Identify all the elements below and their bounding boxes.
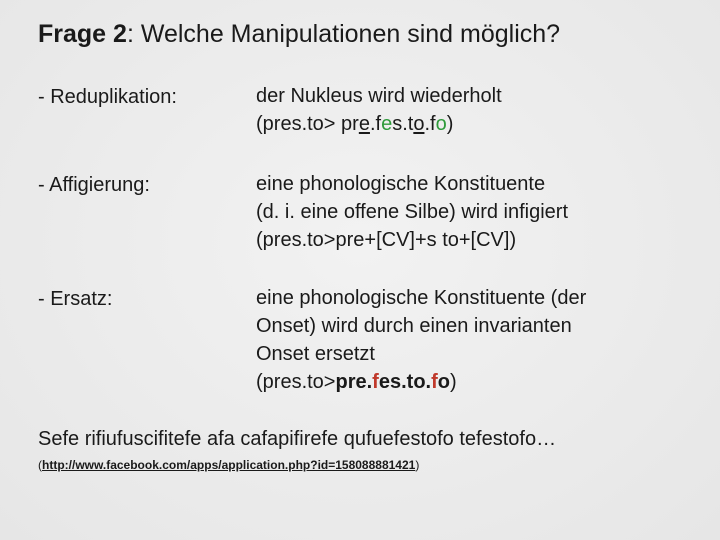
desc-line: Onset) wird durch einen invarianten: [256, 315, 572, 337]
green-segment: o: [435, 113, 447, 135]
bold-segment: es.: [378, 371, 407, 393]
text-segment: .f: [369, 113, 382, 135]
label-ersatz: - Ersatz:: [38, 288, 113, 310]
desc-reduplikation: [256, 82, 502, 138]
label-affigierung: - Affigierung:: [38, 174, 150, 196]
text-segment: s.t: [392, 113, 414, 135]
example-line: [256, 368, 586, 396]
desc-line: eine phonologische Konstituente: [256, 173, 546, 195]
desc-line: Onset ersetzt: [256, 343, 375, 365]
red-segment: f: [431, 371, 438, 393]
desc-line: der Nukleus wird wiederholt: [256, 85, 502, 107]
desc-affigierung: [256, 170, 568, 254]
text-segment: (pres.to>: [256, 371, 336, 393]
title-rest: : Welche Manipulationen sind möglich?: [126, 20, 561, 48]
desc-line: eine phonologische Konstituente (der: [256, 287, 587, 309]
slide-title: [38, 20, 560, 49]
underlined-segment: e: [358, 113, 370, 135]
bold-segment: o: [437, 371, 450, 393]
underlined-segment: o: [413, 113, 425, 135]
source-line: [38, 458, 419, 472]
bold-segment: pre.: [335, 371, 373, 393]
desc-line: (pres.to>pre+[CV]+s to+[CV]): [256, 229, 517, 251]
desc-ersatz: [256, 284, 586, 396]
desc-line: (d. i. eine offene Silbe) wird infigiert: [256, 201, 569, 223]
red-segment: f: [372, 371, 379, 393]
green-segment: e: [381, 113, 393, 135]
example-sentence: Sefe rifiufuscifitefe afa cafapifirefe qufuefestofo tefestofo…: [38, 428, 557, 450]
facebook-app-link[interactable]: http://www.facebook.com/apps/application.php?id=158088881421: [42, 458, 416, 472]
bold-segment: to.: [406, 371, 432, 393]
label-reduplikation: - Reduplikation:: [38, 86, 177, 108]
title-bold: Frage 2: [38, 20, 127, 48]
paren-open: (: [38, 458, 42, 472]
text-segment: ): [446, 113, 454, 135]
paren-close: ): [415, 458, 420, 472]
text-segment: .f: [424, 113, 436, 135]
text-segment: ): [449, 371, 457, 393]
example-line: [256, 110, 502, 138]
text-segment: (pres.to> pr: [256, 113, 359, 135]
